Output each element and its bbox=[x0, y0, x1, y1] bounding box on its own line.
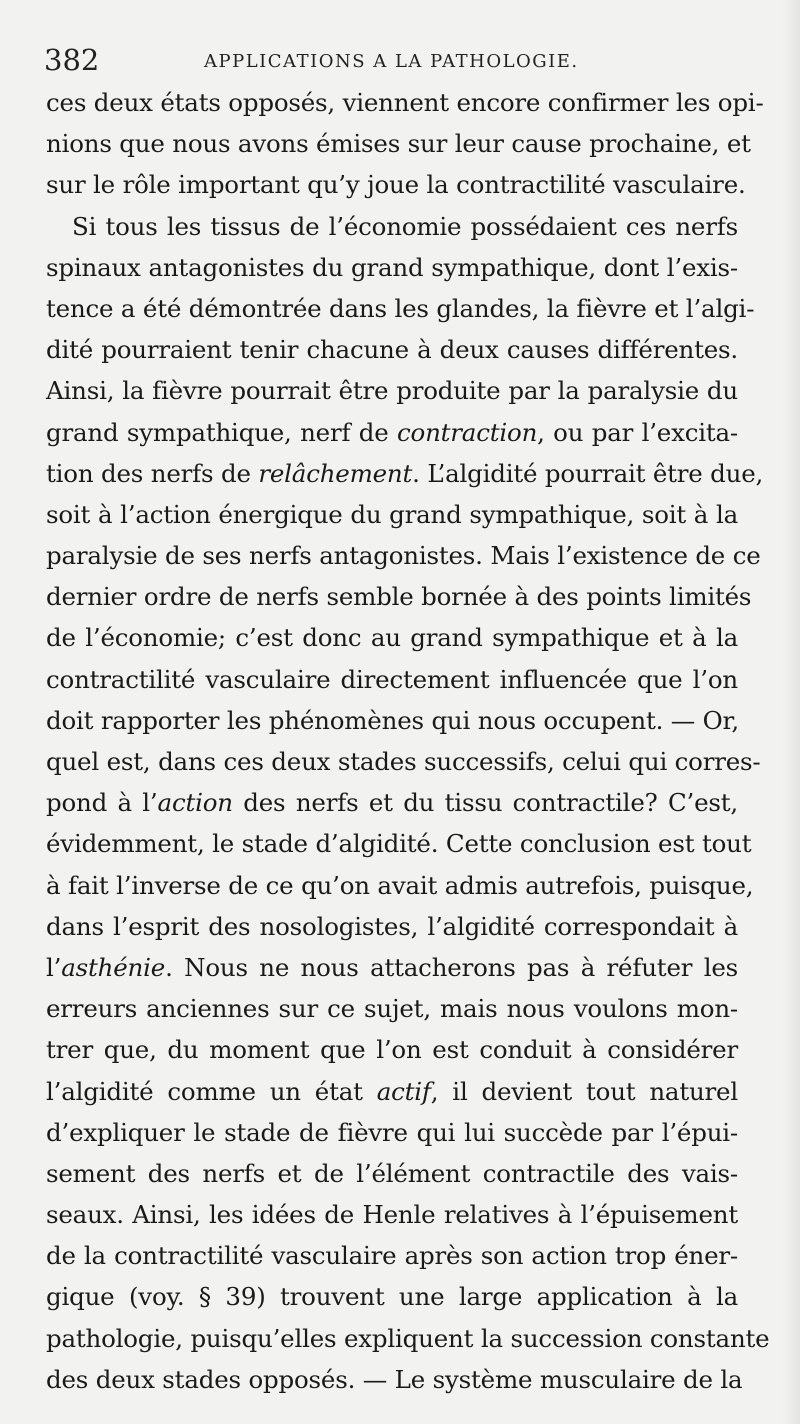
text-line bbox=[46, 1359, 743, 1400]
italic-text: contraction bbox=[397, 417, 538, 447]
text-line bbox=[46, 1276, 738, 1317]
text-segment: dans l’esprit des nosologistes, l’algidité correspondait à bbox=[46, 911, 738, 941]
text-line bbox=[46, 782, 738, 823]
text-segment: de l’économie; c’est donc au grand sympathique et à la bbox=[46, 623, 738, 653]
text-line bbox=[46, 947, 738, 988]
text-line bbox=[46, 659, 738, 700]
text-segment: sement des nerfs et de l’élément contractile des vais- bbox=[46, 1158, 738, 1188]
text-segment: des deux stades opposés. — Le système musculaire de la bbox=[46, 1364, 743, 1394]
text-segment: quel est, dans ces deux stades successifs, celui qui corres- bbox=[46, 747, 761, 776]
text-line bbox=[46, 370, 738, 411]
running-head: APPLICATIONS A LA PATHOLOGIE. bbox=[204, 51, 579, 72]
text-segment: seaux. Ainsi, les idées de Henle relatives à l’épuisement bbox=[46, 1200, 738, 1230]
text-segment: spinaux antagonistes du grand sympathique, dont l’exis- bbox=[46, 252, 738, 282]
text-line bbox=[46, 1029, 738, 1070]
italic-text: actif bbox=[376, 1076, 431, 1106]
text-segment: ces deux états opposés, viennent encore confirmer les opi- bbox=[46, 88, 764, 117]
text-segment: évidemment, le stade d’algidité. Cette conclusion est tout bbox=[46, 829, 752, 859]
text-line bbox=[46, 123, 751, 164]
text-segment: , il devient tout naturel bbox=[430, 1076, 738, 1106]
text-line bbox=[46, 82, 764, 123]
text-line bbox=[46, 1194, 738, 1235]
text-line bbox=[46, 247, 738, 288]
text-segment: grand sympathique, nerf de bbox=[46, 417, 397, 447]
text-line bbox=[46, 1235, 738, 1276]
text-segment: erreurs anciennes sur ce sujet, mais nous voulons mon- bbox=[46, 994, 738, 1024]
text-line bbox=[46, 535, 761, 576]
italic-text: asthénie bbox=[61, 952, 166, 982]
text-line bbox=[46, 1112, 738, 1153]
text-segment: contractilité vasculaire directement influencée que l’on bbox=[46, 664, 738, 694]
text-line bbox=[46, 453, 764, 494]
text-segment: sur le rôle important qu’y joue la contractilité vasculaire. bbox=[46, 170, 746, 200]
text-line bbox=[46, 741, 761, 782]
text-line bbox=[46, 700, 738, 741]
text-line bbox=[46, 1318, 770, 1359]
text-segment: gique (voy. § 39) trouvent une large application à la bbox=[46, 1282, 738, 1312]
text-line bbox=[46, 823, 752, 864]
text-line bbox=[46, 617, 738, 658]
text-segment: soit à l’action énergique du grand sympathique, soit à la bbox=[46, 499, 738, 529]
text-line bbox=[46, 1071, 738, 1112]
text-segment: Si tous les tissus de l’économie possédaient ces nerfs bbox=[72, 211, 738, 241]
text-line bbox=[46, 906, 738, 947]
text-segment: tence a été démontrée dans les glandes, la fièvre et l’algi- bbox=[46, 293, 755, 323]
text-line bbox=[46, 164, 746, 205]
text-segment: des nerfs et du tissu contractile? C’est, bbox=[232, 788, 738, 818]
text-line bbox=[46, 1153, 738, 1194]
italic-text: relâchement bbox=[258, 458, 413, 488]
text-segment: . Nous ne nous attacherons pas à réfuter les bbox=[165, 952, 738, 982]
text-segment: pathologie, puisqu’elles expliquent la succession constante bbox=[46, 1323, 770, 1353]
text-segment: l’ bbox=[46, 952, 62, 982]
text-segment: tion des nerfs de bbox=[46, 458, 259, 488]
text-segment: paralysie de ses nerfs antagonistes. Mais l’existence de ce bbox=[46, 541, 761, 571]
text-segment: doit rapporter les phénomènes qui nous occupent. — Or, bbox=[46, 705, 739, 735]
text-segment: dernier ordre de nerfs semble bornée à des points limités bbox=[46, 582, 752, 612]
page-header bbox=[44, 40, 740, 80]
text-segment: à fait l’inverse de ce qu’on avait admis autrefois, puisque, bbox=[46, 870, 754, 900]
italic-text: action bbox=[157, 788, 233, 818]
text-line bbox=[46, 865, 754, 906]
page-number: 382 bbox=[44, 43, 100, 77]
text-line bbox=[46, 412, 738, 453]
text-line bbox=[46, 988, 738, 1029]
text-line bbox=[46, 329, 738, 370]
text-segment: d’expliquer le stade de fièvre qui lui succède par l’épui- bbox=[46, 1117, 738, 1147]
text-segment: l’algidité comme un état bbox=[46, 1076, 377, 1106]
text-segment: . L’algidité pourrait être due, bbox=[412, 458, 764, 488]
text-line bbox=[46, 206, 738, 247]
text-segment: trer que, du moment que l’on est conduit à considérer bbox=[46, 1035, 738, 1065]
text-segment: dité pourraient tenir chacune à deux causes différentes. bbox=[46, 335, 738, 365]
text-segment: pond à l’ bbox=[46, 788, 158, 818]
text-line bbox=[46, 576, 752, 617]
body-text bbox=[46, 82, 770, 1400]
text-line bbox=[46, 288, 755, 329]
text-segment: nions que nous avons émises sur leur cause prochaine, et bbox=[46, 129, 751, 159]
text-line bbox=[46, 494, 738, 535]
text-segment: de la contractilité vasculaire après son action trop éner- bbox=[46, 1241, 738, 1271]
text-segment: Ainsi, la fièvre pourrait être produite par la paralysie du bbox=[46, 376, 738, 406]
text-segment: , ou par l’excita- bbox=[537, 417, 739, 447]
